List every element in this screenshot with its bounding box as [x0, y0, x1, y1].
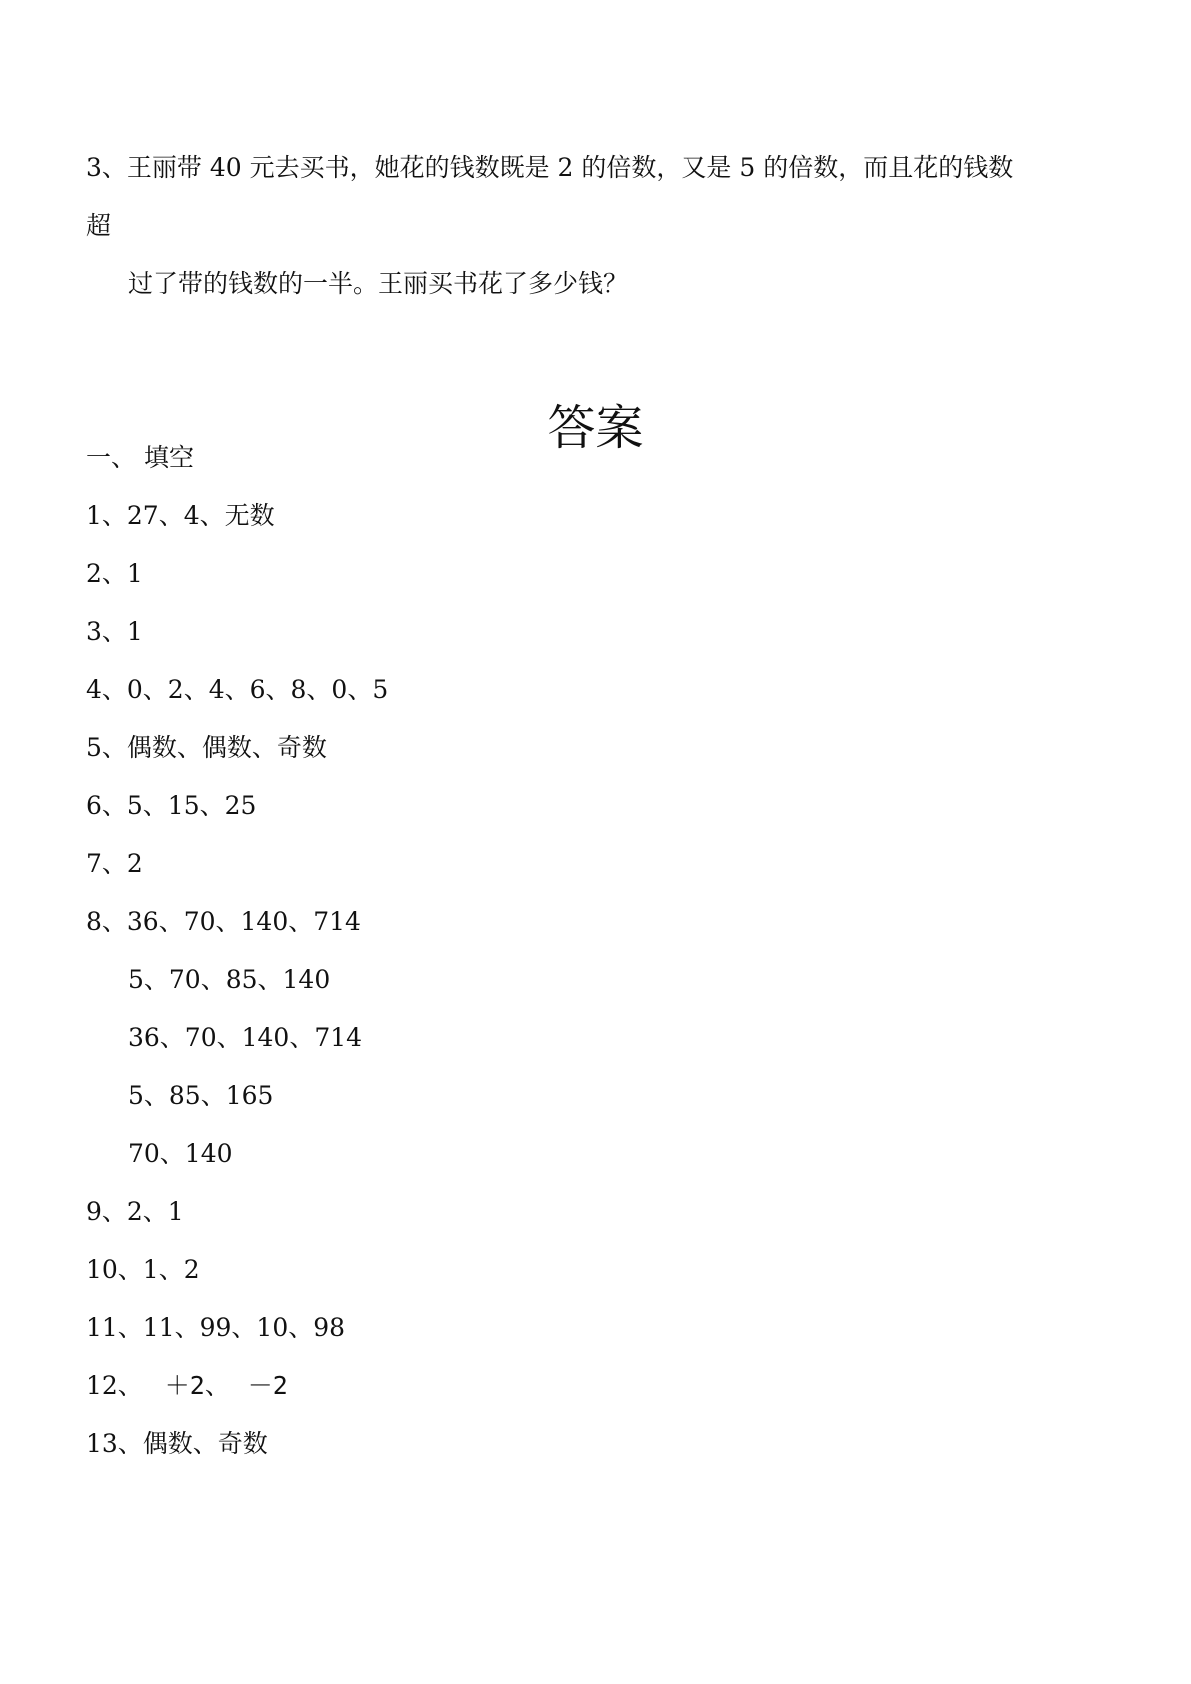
answer-12	[86, 1370, 288, 1402]
answer-8-line-5: 70、140	[128, 1139, 233, 1168]
question-3-line-3: 过了带的钱数的一半。王丽买书花了多少钱？	[128, 269, 629, 298]
answers-title: 答案	[547, 400, 644, 456]
answer-7: 7、2	[86, 849, 143, 878]
answer-8-line-3: 36、70、140、714	[128, 1023, 363, 1052]
answer-8-line-4: 5、85、165	[128, 1081, 274, 1110]
answer-8: 8、36、70、140、714	[86, 907, 361, 936]
answer-12-prefix: 12、	[86, 1371, 143, 1400]
question-3-line-1: 3、王丽带 40 元去买书，她花的钱数既是 2 的倍数，又是 5 的倍数，而且花的钱数	[86, 153, 1014, 182]
answer-3: 3、1	[86, 617, 143, 646]
answer-5: 5、偶数、偶数、奇数	[86, 733, 327, 762]
answer-9: 9、2、1	[86, 1197, 184, 1226]
answer-2: 2、1	[86, 559, 143, 588]
answer-1: 1、27、4、无数	[86, 501, 275, 530]
answer-4: 4、0、2、4、6、8、0、5	[86, 675, 389, 704]
answer-12-minus: －2	[247, 1371, 288, 1400]
answer-12-plus: ＋2、	[164, 1371, 230, 1400]
answer-13: 13、偶数、奇数	[86, 1429, 268, 1458]
answer-6: 6、5、15、25	[86, 791, 257, 820]
answer-11: 11、11、99、10、98	[86, 1313, 346, 1342]
answer-8-line-2: 5、70、85、140	[128, 965, 331, 994]
answer-10: 10、1、2	[86, 1255, 200, 1284]
question-3-line-2: 超	[86, 211, 112, 240]
section-heading-fill-in: 一、 填空	[86, 443, 194, 472]
